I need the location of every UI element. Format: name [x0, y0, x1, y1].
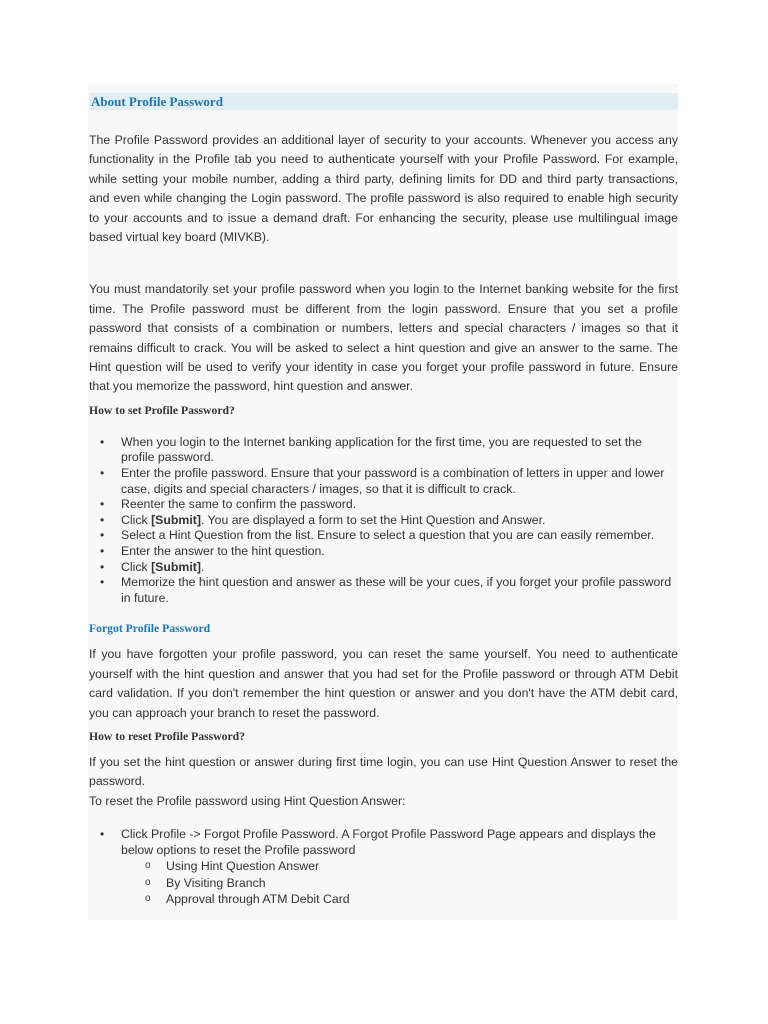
reset-paragraph: If you set the hint question or answer during first time login, you can use Hint Question Answer to reset the password.: [89, 755, 678, 789]
submit-label: [Submit]: [151, 512, 201, 527]
list-item: • Memorize the hint question and answer as these will be your cues, if you forget your profile password in future.: [121, 575, 678, 606]
list-item: • Select a Hint Question from the list. Ensure to select a question that you are can easily remember.: [121, 528, 678, 544]
mandatory-paragraph: You must mandatorily set your profile password when you login to the Internet banking website for the first time. The Profile password must be different from the login password. Ensure that you set a profile password that consists of a combination or numbers, letters and special characters / images so that it remains difficult to crack. You will be asked to select a hint question and give an answer to the same. The Hint question will be used to verify your identity in case you forget your profile password in future. Ensure that you memorize the password, hint question and answer.: [89, 282, 678, 394]
sub-list-item: o Approval through ATM Debit Card: [166, 891, 676, 907]
list-item: [121, 827, 678, 907]
list-item: • When you login to the Internet banking application for the first time, you are requested to set the profile password.: [121, 435, 678, 466]
set-password-steps: [89, 435, 678, 607]
sub-list-item: o Using Hint Question Answer: [166, 858, 676, 874]
list-item-text: Click: [121, 512, 152, 527]
reset-instruction: To reset the Profile password using Hint Question Answer:: [89, 793, 406, 808]
list-item: • Enter the profile password. Ensure that your password is a combination of letters in upper and lower case, digits and special characters / images, so that it is difficult to crack.: [121, 466, 678, 497]
list-item-text: Click Profile -> Forgot Profile Password. A Forgot Profile Password Page appears and displays the below options to reset the Profile password: [121, 827, 656, 857]
list-item-text: Click: [121, 559, 152, 574]
set-password-heading: How to set Profile Password?: [89, 403, 235, 417]
reset-password-steps: [89, 827, 678, 907]
document-content: [89, 93, 678, 907]
sub-list-item: o By Visiting Branch: [166, 875, 676, 891]
reset-password-heading: How to reset Profile Password?: [89, 730, 246, 744]
page-title: About Profile Password: [89, 93, 678, 110]
reset-options-list: [121, 858, 676, 907]
list-item: • Reenter the same to confirm the password.: [121, 497, 678, 513]
list-item-text: . You are displayed a form to set the Hint Question and Answer.: [200, 512, 546, 527]
list-item: [121, 513, 678, 529]
list-item: • Enter the answer to the hint question.: [121, 544, 678, 560]
forgot-paragraph: If you have forgotten your profile password, you can reset the same yourself. You need to authenticate yourself with the hint question and answer that you had set for the Profile password or through ATM Debit card validation. If you don't remember the hint question or answer and you don't have the ATM debit card, you can approach your branch to reset the password.: [89, 647, 678, 720]
forgot-password-heading: Forgot Profile Password: [89, 622, 211, 636]
list-item-text: .: [200, 559, 205, 574]
submit-label: [Submit]: [151, 559, 201, 574]
list-item: [121, 560, 678, 576]
intro-paragraph: The Profile Password provides an additional layer of security to your accounts. Whenever you access any functionality in the Profile tab you need to authenticate yourself with your Profile Password. For example, while setting your mobile number, adding a third party, defining limits for DD and third party transactions, and even while changing the Login password. The profile password is also required to enable high security to your accounts and to issue a demand draft. For enhancing the security, please use multilingual image based virtual key board (MIVKB).: [89, 133, 678, 245]
